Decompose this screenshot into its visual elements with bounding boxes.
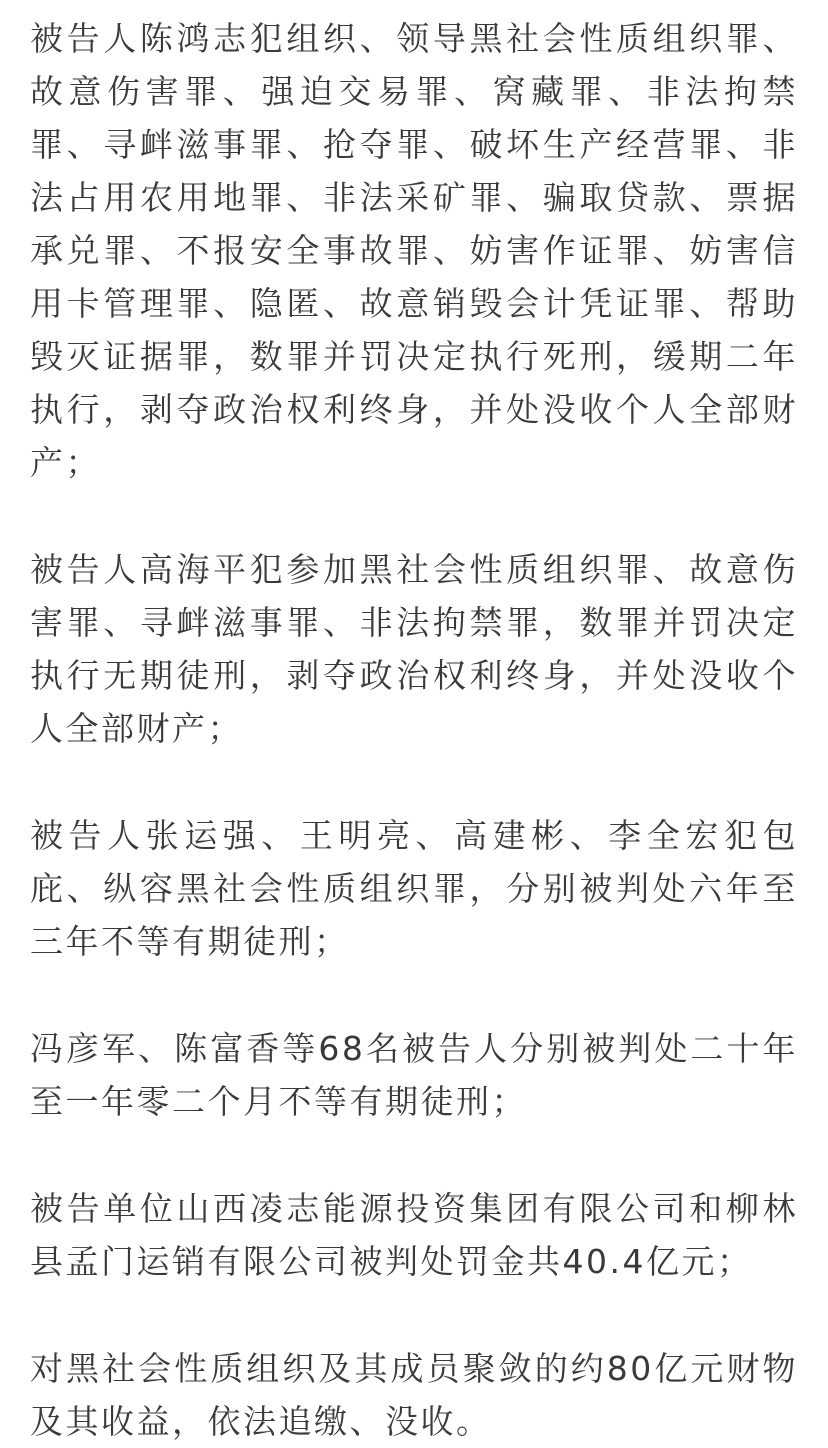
paragraph-company-fine: 被告单位山西凌志能源投资集团有限公司和柳林县孟门运销有限公司被判处罚金共40.4亿元；: [30, 1189, 798, 1281]
paragraph-other-defendants-sentence: 冯彦军、陈富香等68名被告人分别被判处二十年至一年零二个月不等有期徒刑；: [30, 1029, 798, 1121]
paragraph-gao-haiping-sentence: 被告人高海平犯参加黑社会性质组织罪、故意伤害罪、寻衅滋事罪、非法拘禁罪，数罪并罚决定执行无期徒刑，剥夺政治权利终身，并处没收个人全部财产；: [30, 550, 798, 748]
paragraph-asset-confiscation: 对黑社会性质组织及其成员聚敛的约80亿元财物及其收益，依法追缴、没收。: [30, 1349, 798, 1441]
paragraph-chen-hongzhi-sentence: 被告人陈鸿志犯组织、领导黑社会性质组织罪、故意伤害罪、强迫交易罪、窝藏罪、非法拘禁罪、寻衅滋事罪、抢夺罪、破坏生产经营罪、非法占用农用地罪、非法采矿罪、骗取贷款、票据承兑罪、不报安全事故罪、妨害作证罪、妨害信用卡管理罪、隐匿、故意销毁会计凭证罪、帮助毁灭证据罪，数罪并罚决定执行死刑，缓期二年执行，剥夺政治权利终身，并处没收个人全部财产；: [30, 19, 798, 482]
paragraph-officials-sentence: 被告人张运强、王明亮、高建彬、李全宏犯包庇、纵容黑社会性质组织罪，分别被判处六年至三年不等有期徒刑；: [30, 816, 798, 961]
